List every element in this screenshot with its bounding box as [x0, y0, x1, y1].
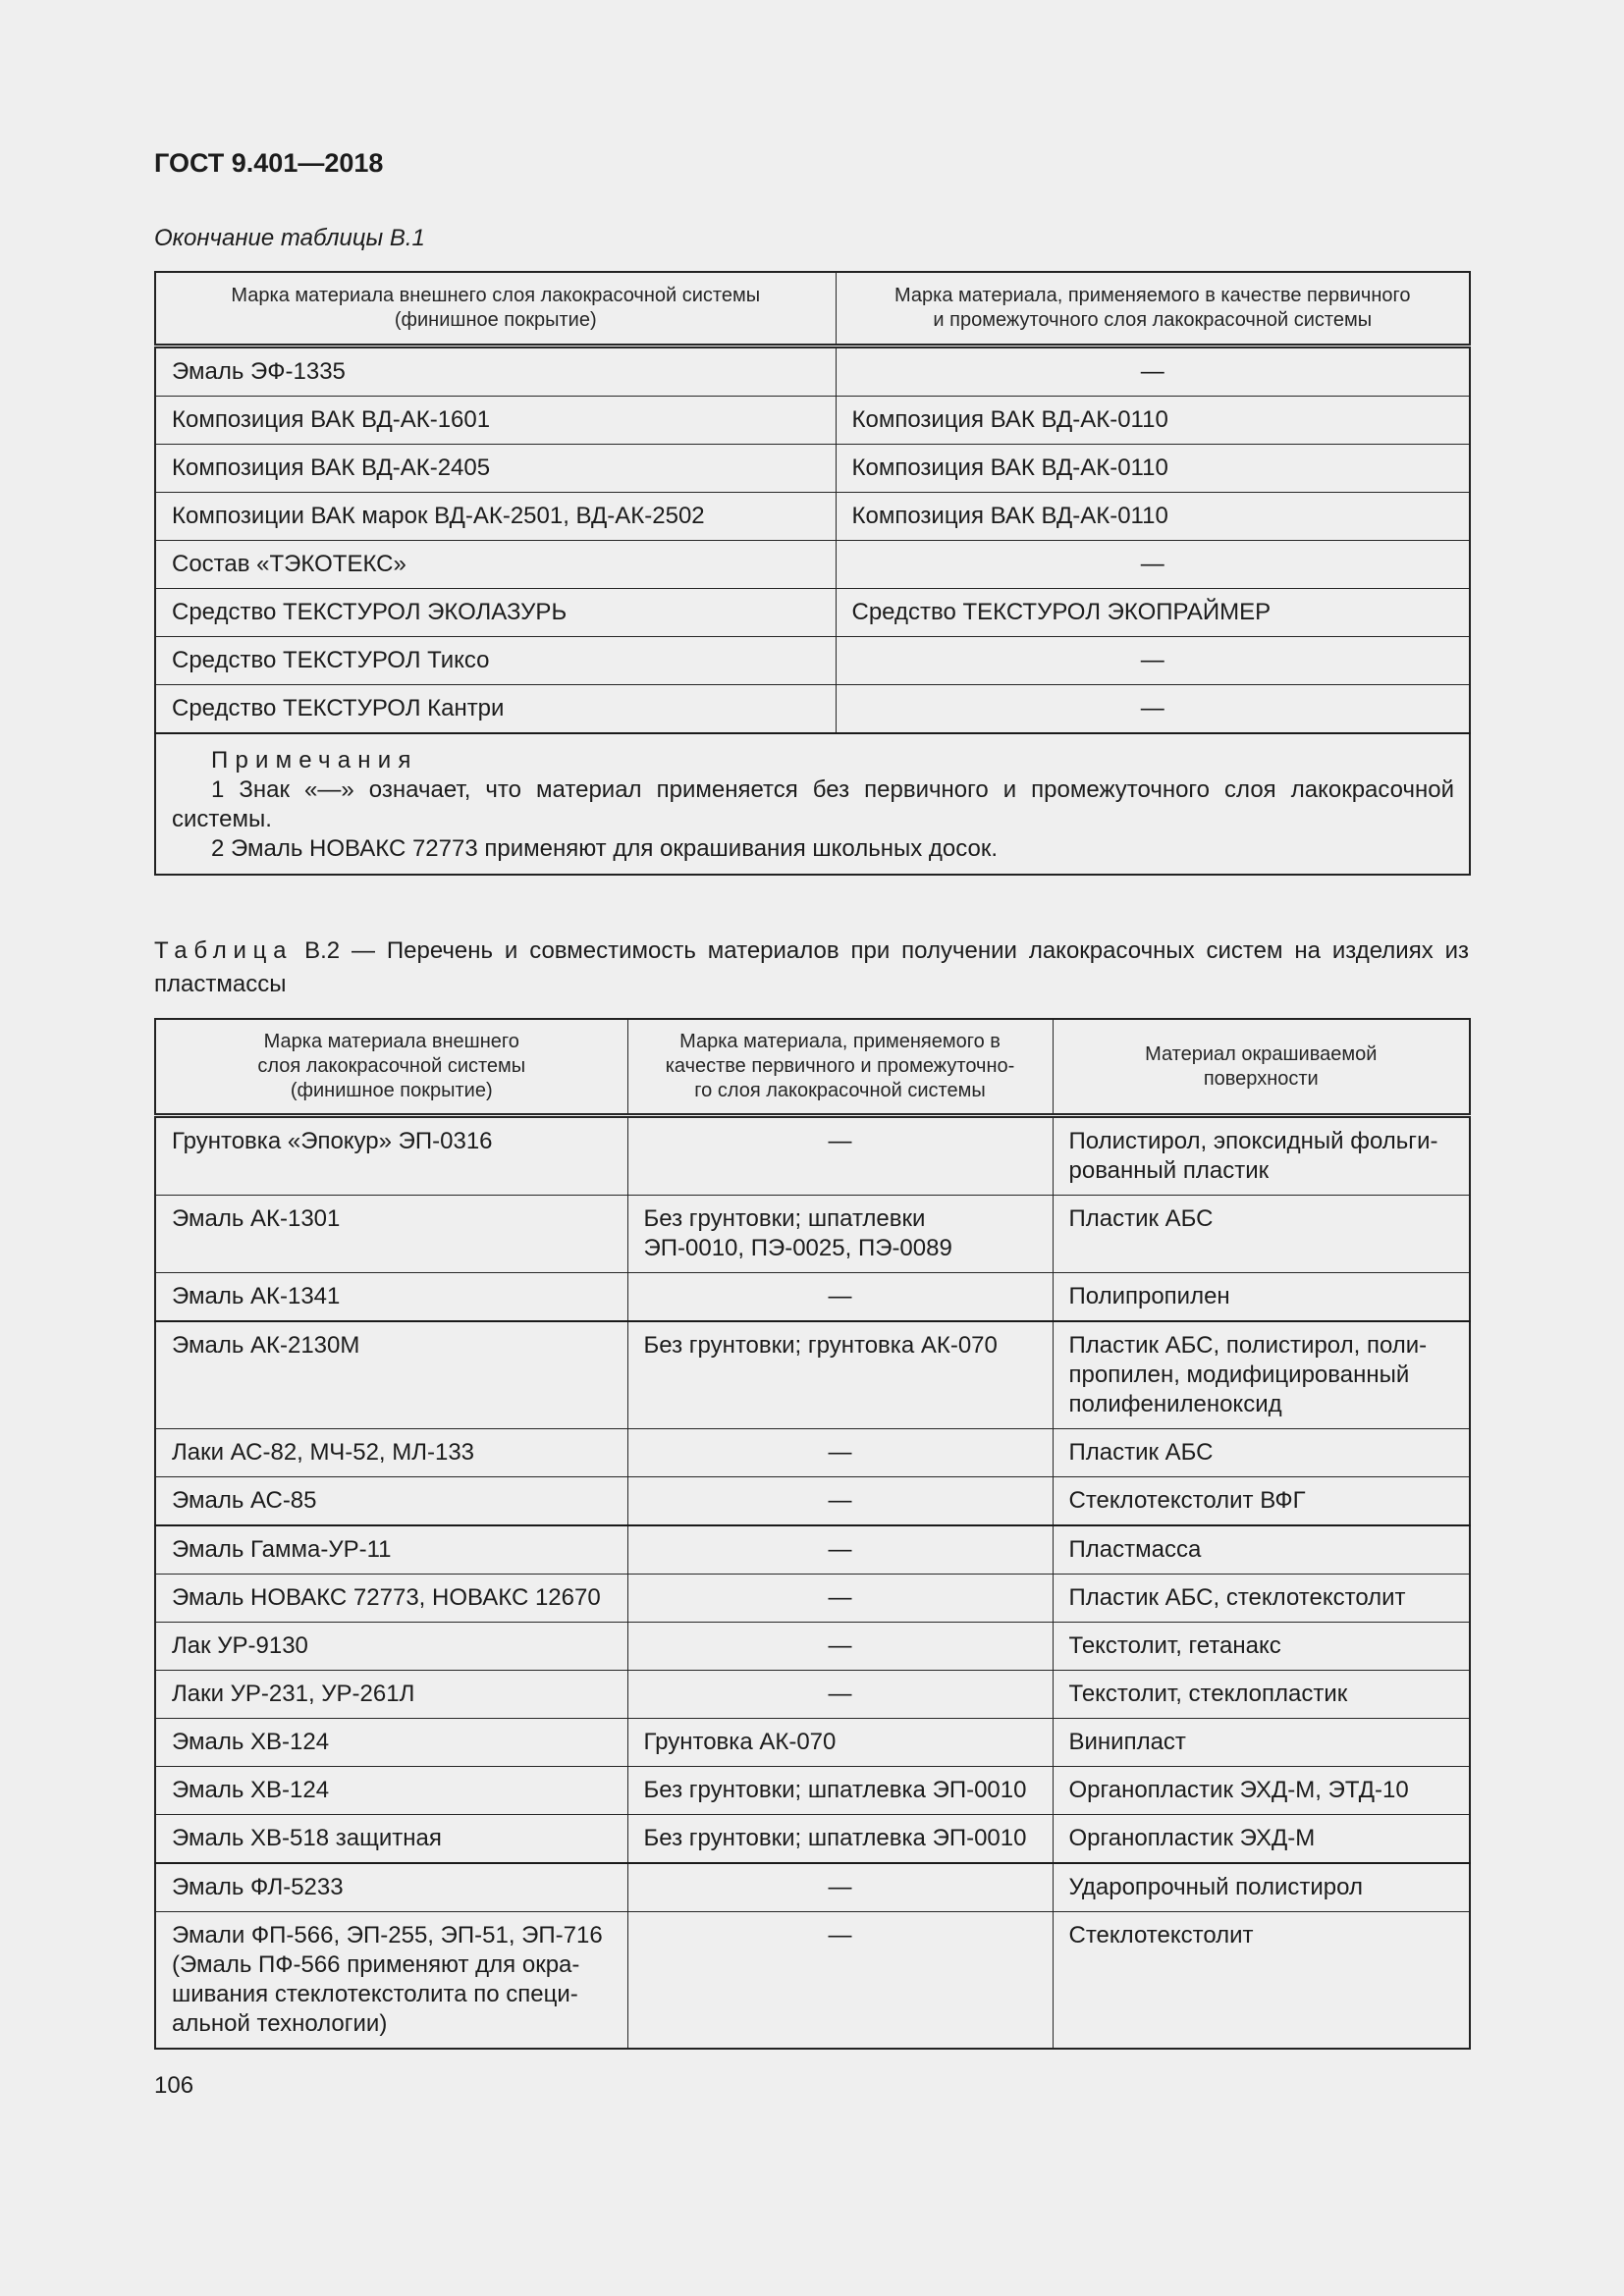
- surface-material-cell: Органопластик ЭХД-М, ЭТД-10: [1053, 1767, 1470, 1815]
- table-row: [155, 637, 1470, 685]
- outer-layer-material-cell: Лаки УР-231, УР-261Л: [155, 1671, 627, 1719]
- primer-material-cell: —: [627, 1623, 1053, 1671]
- table-row: [155, 685, 1470, 734]
- surface-material-cell: Ударопрочный полистирол: [1053, 1863, 1470, 1912]
- surface-material-cell: Пластмасса: [1053, 1525, 1470, 1575]
- outer-layer-material-cell: Композиции ВАК марок ВД-АК-2501, ВД-АК-2502: [155, 493, 836, 541]
- table-row: [155, 589, 1470, 637]
- table-row: [155, 541, 1470, 589]
- outer-layer-material-cell: Эмаль ХВ-518 защитная: [155, 1815, 627, 1864]
- table-b2: [154, 1018, 1469, 2050]
- surface-material-cell: Пластик АБС: [1053, 1196, 1470, 1273]
- outer-layer-material-cell: Средство ТЕКСТУРОЛ Кантри: [155, 685, 836, 734]
- caption-label: Таблица: [154, 937, 294, 964]
- outer-layer-material-cell: Эмаль АК-1301: [155, 1196, 627, 1273]
- primer-material-cell: Без грунтовки; шпатлевка ЭП-0010: [627, 1815, 1053, 1864]
- column-header-primer-layer: Марка материала, применяемого в качестве первичного и промежуточно- го слоя лакокрасочной системы: [627, 1019, 1053, 1116]
- table-row: [155, 1912, 1470, 2050]
- primer-material-cell: Композиция ВАК ВД-АК-0110: [836, 397, 1470, 445]
- primer-material-cell: —: [627, 1273, 1053, 1322]
- table-row: [155, 445, 1470, 493]
- primer-material-cell: —: [627, 1116, 1053, 1196]
- outer-layer-material-cell: Композиция ВАК ВД-АК-1601: [155, 397, 836, 445]
- table-row: [155, 1525, 1470, 1575]
- outer-layer-material-cell: Эмаль АС-85: [155, 1477, 627, 1526]
- table-row: [155, 397, 1470, 445]
- surface-material-cell: Органопластик ЭХД-М: [1053, 1815, 1470, 1864]
- outer-layer-material-cell: Эмаль ХВ-124: [155, 1719, 627, 1767]
- surface-material-cell: Полипропилен: [1053, 1273, 1470, 1322]
- outer-layer-material-cell: Эмаль НОВАКС 72773, НОВАКС 12670: [155, 1575, 627, 1623]
- table-row: [155, 1575, 1470, 1623]
- primer-material-cell: Без грунтовки; шпатлевки ЭП-0010, ПЭ-0025, ПЭ-0089: [627, 1196, 1053, 1273]
- column-header-surface: Материал окрашиваемой поверхности: [1053, 1019, 1470, 1116]
- outer-layer-material-cell: Эмаль ХВ-124: [155, 1767, 627, 1815]
- outer-layer-material-cell: Эмаль АК-2130М: [155, 1321, 627, 1429]
- surface-material-cell: Стеклотекстолит ВФГ: [1053, 1477, 1470, 1526]
- surface-material-cell: Стеклотекстолит: [1053, 1912, 1470, 2050]
- table-continuation-title: Окончание таблицы В.1: [154, 225, 425, 251]
- primer-material-cell: —: [836, 685, 1470, 734]
- primer-material-cell: —: [836, 637, 1470, 685]
- surface-material-cell: Пластик АБС: [1053, 1429, 1470, 1477]
- notes-cell: [155, 733, 1470, 875]
- outer-layer-material-cell: Лак УР-9130: [155, 1623, 627, 1671]
- primer-material-cell: Композиция ВАК ВД-АК-0110: [836, 445, 1470, 493]
- primer-material-cell: Грунтовка АК-070: [627, 1719, 1053, 1767]
- outer-layer-material-cell: Эмаль ФЛ-5233: [155, 1863, 627, 1912]
- outer-layer-material-cell: Грунтовка «Эпокур» ЭП-0316: [155, 1116, 627, 1196]
- table-header-row: [155, 272, 1470, 347]
- primer-material-cell: —: [627, 1912, 1053, 2050]
- table-row: [155, 1429, 1470, 1477]
- primer-material-cell: —: [627, 1671, 1053, 1719]
- column-header-outer-layer: Марка материала внешнего слоя лакокрасочной системы (финишное покрытие): [155, 272, 836, 347]
- surface-material-cell: Пластик АБС, полистирол, поли- пропилен, модифицированный полифениленоксид: [1053, 1321, 1470, 1429]
- outer-layer-material-cell: Состав «ТЭКОТЕКС»: [155, 541, 836, 589]
- outer-layer-material-cell: Композиция ВАК ВД-АК-2405: [155, 445, 836, 493]
- table-row: [155, 1116, 1470, 1196]
- table-row: [155, 1321, 1470, 1429]
- table-row: [155, 1815, 1470, 1864]
- table-row: [155, 1671, 1470, 1719]
- surface-material-cell: Текстолит, гетанакс: [1053, 1623, 1470, 1671]
- table-row: [155, 493, 1470, 541]
- primer-material-cell: —: [627, 1429, 1053, 1477]
- table-row: [155, 1719, 1470, 1767]
- surface-material-cell: Полистирол, эпоксидный фольги- рованный пластик: [1053, 1116, 1470, 1196]
- table-b1-grid: [154, 271, 1471, 876]
- surface-material-cell: Текстолит, стеклопластик: [1053, 1671, 1470, 1719]
- column-header-primer-layer: Марка материала, применяемого в качестве первичного и промежуточного слоя лакокрасочной системы: [836, 272, 1470, 347]
- table-b2-grid: [154, 1018, 1471, 2050]
- note-item: 1 Знак «—» означает, что материал применяется без первичного и промежуточного слоя лакокрасочной системы.: [172, 776, 1454, 832]
- table-row: [155, 1863, 1470, 1912]
- primer-material-cell: Без грунтовки; шпатлевка ЭП-0010: [627, 1767, 1053, 1815]
- table-b1: [154, 271, 1469, 876]
- page-number: 106: [154, 2072, 194, 2099]
- notes-heading: Примечания: [211, 747, 418, 774]
- outer-layer-material-cell: Средство ТЕКСТУРОЛ ЭКОЛАЗУРЬ: [155, 589, 836, 637]
- table-row: [155, 1273, 1470, 1322]
- outer-layer-material-cell: Лаки АС-82, МЧ-52, МЛ-133: [155, 1429, 627, 1477]
- caption-text: В.2 — Перечень и совместимость материалов при получении лакокрасочных систем на изделиях из пластмассы: [154, 937, 1470, 997]
- primer-material-cell: —: [836, 541, 1470, 589]
- primer-material-cell: —: [627, 1477, 1053, 1526]
- column-header-outer-layer: Марка материала внешнего слоя лакокрасочной системы (финишное покрытие): [155, 1019, 627, 1116]
- table-row: [155, 347, 1470, 397]
- primer-material-cell: —: [627, 1863, 1053, 1912]
- surface-material-cell: Пластик АБС, стеклотекстолит: [1053, 1575, 1470, 1623]
- primer-material-cell: —: [627, 1525, 1053, 1575]
- table-row: [155, 1196, 1470, 1273]
- surface-material-cell: Винипласт: [1053, 1719, 1470, 1767]
- table-header-row: [155, 1019, 1470, 1116]
- primer-material-cell: Без грунтовки; грунтовка АК-070: [627, 1321, 1053, 1429]
- outer-layer-material-cell: Эмаль Гамма-УР-11: [155, 1525, 627, 1575]
- primer-material-cell: —: [627, 1575, 1053, 1623]
- notes-row: [155, 733, 1470, 875]
- outer-layer-material-cell: Эмаль АК-1341: [155, 1273, 627, 1322]
- document-code: ГОСТ 9.401—2018: [154, 148, 384, 178]
- note-item: 2 Эмаль НОВАКС 72773 применяют для окрашивания школьных досок.: [211, 835, 999, 862]
- table-row: [155, 1623, 1470, 1671]
- primer-material-cell: —: [836, 347, 1470, 397]
- outer-layer-material-cell: Эмаль ЭФ-1335: [155, 347, 836, 397]
- primer-material-cell: Композиция ВАК ВД-АК-0110: [836, 493, 1470, 541]
- table-row: [155, 1767, 1470, 1815]
- outer-layer-material-cell: Эмали ФП-566, ЭП-255, ЭП-51, ЭП-716 (Эмаль ПФ-566 применяют для окра- шивания стеклотекстолита по специ- альной технологии): [155, 1912, 627, 2050]
- primer-material-cell: Средство ТЕКСТУРОЛ ЭКОПРАЙМЕР: [836, 589, 1470, 637]
- table-b2-caption: [154, 934, 1469, 1001]
- outer-layer-material-cell: Средство ТЕКСТУРОЛ Тиксо: [155, 637, 836, 685]
- table-row: [155, 1477, 1470, 1526]
